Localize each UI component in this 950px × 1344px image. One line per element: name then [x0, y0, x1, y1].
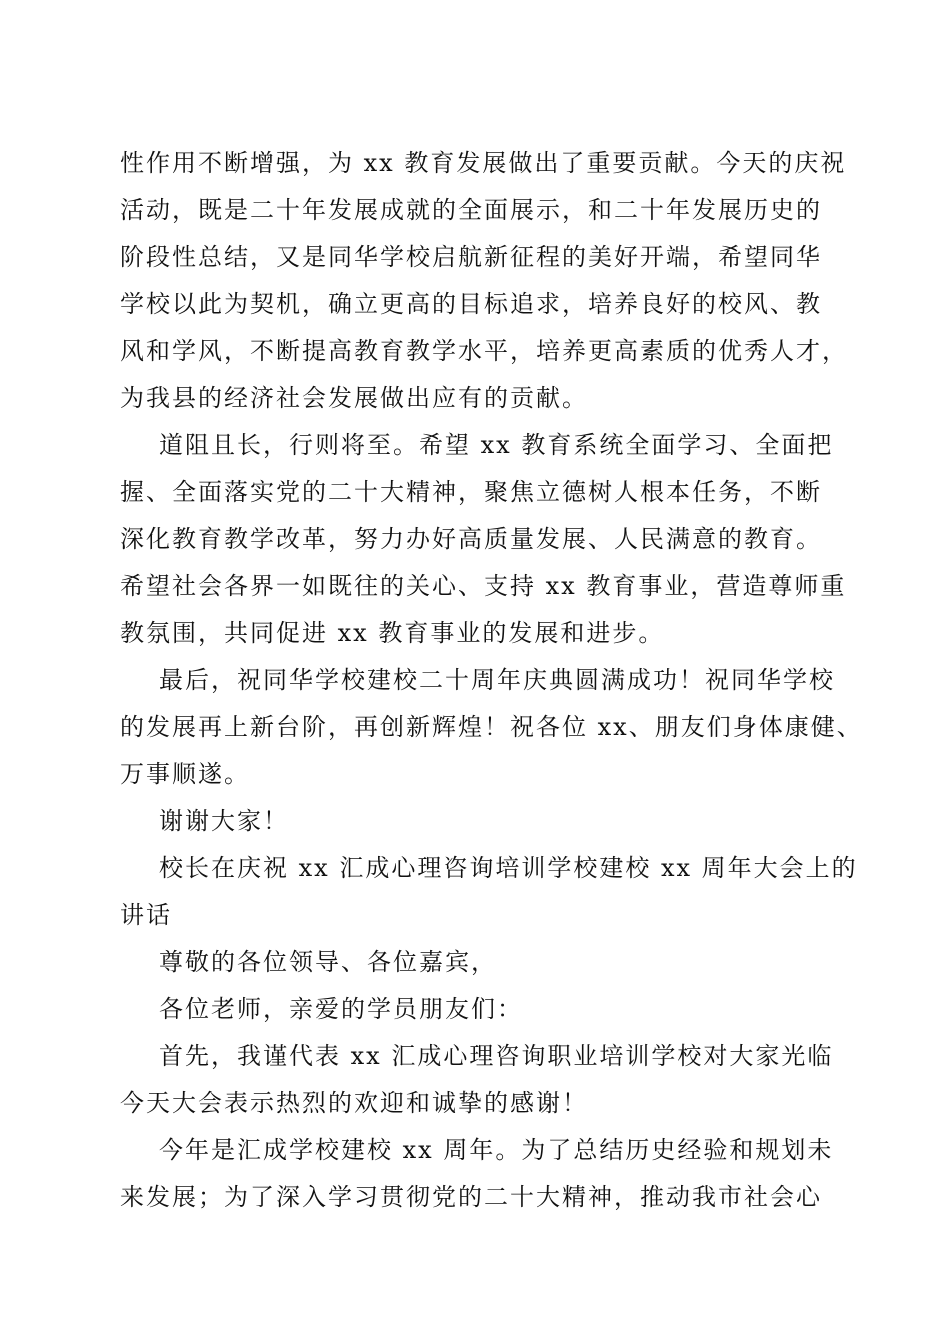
paragraph	[120, 798, 830, 845]
text-line: 阶段性总结，又是同华学校启航新征程的美好开端，希望同华	[120, 243, 822, 271]
text-line: 希望社会各界一如既往的关心、支持 xx 教育事业，营造尊师重	[120, 572, 847, 600]
text-line: 为我县的经济社会发展做出应有的贡献。	[120, 384, 588, 412]
text-line: 讲话	[120, 901, 172, 929]
text-line: 各位老师，亲爱的学员朋友们：	[159, 995, 523, 1023]
text-line: 最后，祝同华学校建校二十周年庆典圆满成功！祝同华学校	[159, 666, 835, 694]
text-line: 今天大会表示热烈的欢迎和诚挚的感谢！	[120, 1089, 588, 1117]
text-line: 的发展再上新台阶，再创新辉煌！祝各位 xx、朋友们身体康健、	[120, 713, 863, 741]
paragraph	[120, 422, 847, 657]
text-line: 活动，既是二十年发展成就的全面展示，和二十年发展历史的	[120, 196, 822, 224]
text-line: 首先，我谨代表 xx 汇成心理咨询职业培训学校对大家光临	[159, 1042, 834, 1070]
paragraph	[120, 1127, 834, 1221]
text-line: 深化教育教学改革，努力办好高质量发展、人民满意的教育。	[120, 525, 822, 553]
text-line: 今年是汇成学校建校 xx 周年。为了总结历史经验和规划未	[159, 1136, 834, 1164]
text-line: 万事顺遂。	[120, 760, 250, 788]
text-line: 教氛围，共同促进 xx 教育事业的发展和进步。	[120, 619, 665, 647]
text-line: 性作用不断增强，为 xx 教育发展做出了重要贡献。今天的庆祝	[120, 149, 847, 177]
paragraph	[120, 140, 848, 422]
text-line: 校长在庆祝 xx 汇成心理咨询培训学校建校 xx 周年大会上的	[159, 854, 858, 882]
paragraph	[120, 1033, 834, 1127]
paragraph	[120, 939, 830, 986]
text-line: 道阻且长，行则将至。希望 xx 教育系统全面学习、全面把	[159, 431, 834, 459]
text-line: 来发展；为了深入学习贯彻党的二十大精神，推动我市社会心	[120, 1183, 822, 1211]
paragraph	[120, 657, 863, 798]
paragraph	[120, 845, 858, 939]
document-body	[120, 140, 863, 1221]
text-line: 谢谢大家！	[159, 807, 289, 835]
paragraph	[120, 986, 830, 1033]
text-line: 学校以此为契机，确立更高的目标追求，培养良好的校风、教	[120, 290, 822, 318]
text-line: 握、全面落实党的二十大精神，聚焦立德树人根本任务，不断	[120, 478, 822, 506]
text-line: 尊敬的各位领导、各位嘉宾，	[159, 948, 497, 976]
text-line: 风和学风，不断提高教育教学水平，培养更高素质的优秀人才，	[120, 337, 848, 365]
